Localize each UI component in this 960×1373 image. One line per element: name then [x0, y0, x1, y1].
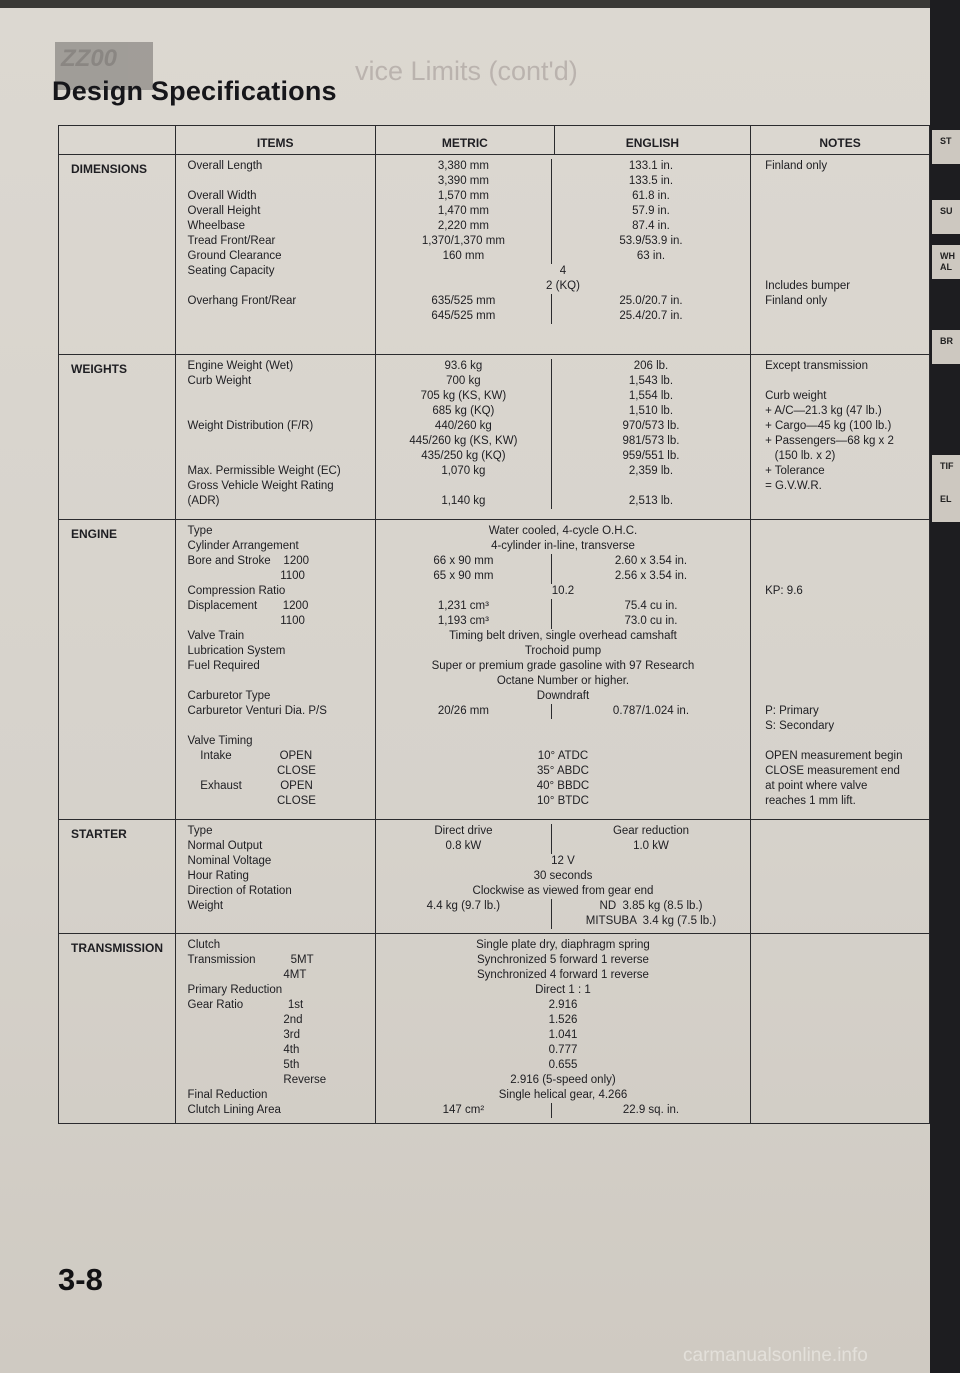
item-label: Direction of Rotation: [187, 885, 292, 897]
english-value: 1,554 lb.: [628, 390, 674, 402]
shared-value: 2.916 (5-speed only): [510, 1074, 616, 1086]
item-label: Max. Permissible Weight (EC): [187, 465, 341, 477]
item-label: [188, 434, 369, 449]
item-label: Lubrication System: [187, 645, 286, 657]
items-cell: [175, 934, 375, 1124]
metric-value: 1,370/1,370 mm: [376, 234, 552, 249]
english-value: 2.56 x 3.54 in.: [614, 570, 688, 582]
item-label: [188, 389, 369, 404]
metric-value: 635/525 mm: [376, 294, 552, 309]
english-value: 63 in.: [636, 250, 666, 262]
item-label: Final Reduction: [187, 1089, 268, 1101]
note-line: [765, 219, 923, 234]
english-value: 61.8 in.: [632, 190, 670, 202]
note-line: [765, 629, 923, 644]
english-value: MITSUBA 3.4 kg (7.5 lb.): [585, 915, 717, 927]
item-label: Transmission 5MT: [187, 954, 314, 966]
note-line: [765, 234, 923, 249]
metric-value: 1,140 kg: [376, 494, 552, 509]
note-line: Curb weight: [765, 390, 827, 402]
page-title: Design Specifications: [52, 76, 337, 106]
shared-value: 1.041: [548, 1029, 578, 1041]
shared-value: Single helical gear, 4.266: [498, 1089, 628, 1101]
metric-value: 93.6 kg: [376, 359, 552, 374]
shared-value: 35° ABDC: [537, 765, 589, 777]
metric-value: 435/250 kg (KQ): [376, 449, 552, 464]
item-label: Intake OPEN: [187, 750, 313, 762]
category-cell: STARTER: [59, 820, 176, 934]
note-line: [765, 554, 923, 569]
english-value: 25.4/20.7 in.: [619, 310, 683, 322]
item-label: Curb Weight: [187, 375, 252, 387]
metric-value: 645/525 mm: [376, 309, 552, 324]
header-english: ENGLISH: [554, 126, 750, 155]
item-label: Type: [187, 825, 213, 837]
section-tab[interactable]: WH AL: [932, 245, 960, 279]
header-blank: [59, 126, 176, 155]
shared-value: 12 V: [551, 855, 575, 867]
english-value: 57.9 in.: [632, 205, 670, 217]
metric-value: 445/260 kg (KS, KW): [376, 434, 552, 449]
notes-cell: [751, 934, 930, 1124]
item-label: Valve Train: [187, 630, 245, 642]
metric-value: 3,390 mm: [376, 174, 552, 189]
item-label: Normal Output: [187, 840, 263, 852]
item-label: Seating Capacity: [187, 265, 275, 277]
metric-value: 700 kg: [376, 374, 552, 389]
values-cell: [375, 355, 750, 520]
shared-value: [376, 734, 750, 749]
note-line: [765, 374, 923, 389]
metric-value: 0.8 kW: [376, 839, 552, 854]
english-value: 133.1 in.: [628, 160, 674, 172]
item-label: Gear Ratio 1st: [187, 999, 304, 1011]
metric-value: 1,193 cm³: [376, 614, 552, 629]
table-row: [59, 355, 930, 520]
items-cell: [175, 520, 375, 820]
note-line: [765, 189, 923, 204]
shared-value: 1.526: [548, 1014, 578, 1026]
note-line: [765, 264, 923, 279]
shared-value: Synchronized 4 forward 1 reverse: [477, 969, 649, 981]
shared-value: Timing belt driven, single overhead camshaft: [449, 630, 677, 642]
note-line: [765, 644, 923, 659]
shared-value: Octane Number or higher.: [496, 675, 630, 687]
values-cell: [375, 934, 750, 1124]
item-label: CLOSE: [187, 765, 316, 777]
metric-value: 4.4 kg (9.7 lb.): [376, 899, 552, 914]
english-value: 25.0/20.7 in.: [619, 295, 683, 307]
metric-value: 1,470 mm: [376, 204, 552, 219]
english-value: 53.9/53.9 in.: [619, 235, 683, 247]
table-row: [59, 155, 930, 355]
shared-value: Single plate dry, diaphragm spring: [476, 939, 650, 951]
shared-value: 4-cylinder in-line, transverse: [491, 540, 635, 552]
item-label: Ground Clearance: [187, 250, 282, 262]
note-line: Includes bumper: [765, 280, 851, 292]
shared-value: 10° ATDC: [537, 750, 589, 762]
category-cell: TRANSMISSION: [59, 934, 176, 1124]
note-line: S: Secondary: [765, 720, 835, 732]
item-label: Carburetor Type: [187, 690, 271, 702]
item-label: Clutch: [187, 939, 221, 951]
shared-value: 10.2: [551, 585, 575, 597]
shared-value: Trochoid pump: [524, 645, 602, 657]
section-tab[interactable]: BR: [932, 330, 960, 364]
item-label: Nominal Voltage: [187, 855, 272, 867]
category-cell: WEIGHTS: [59, 355, 176, 520]
item-label: Cylinder Arrangement: [187, 540, 299, 552]
metric-value: 1,070 kg: [376, 464, 552, 479]
item-label: Type: [187, 525, 213, 537]
item-label: 4th: [187, 1044, 300, 1056]
note-line: [765, 674, 923, 689]
note-line: [765, 599, 923, 614]
table-header-row: [59, 126, 930, 155]
note-line: + Passengers—68 kg x 2: [765, 435, 894, 447]
bleed-through-text: vice Limits (cont'd): [355, 56, 578, 86]
item-label: Displacement 1200: [187, 600, 309, 612]
note-line: CLOSE measurement end: [765, 765, 900, 777]
shared-value: 30 seconds: [533, 870, 593, 882]
english-value: 959/551 lb.: [622, 450, 680, 462]
section-tab[interactable]: ST: [932, 130, 960, 164]
note-line: OPEN measurement begin: [765, 750, 903, 762]
values-cell: [375, 155, 750, 355]
note-line: [765, 614, 923, 629]
shared-value: Clockwise as viewed from gear end: [472, 885, 654, 897]
note-line: [765, 569, 923, 584]
section-logo: ZZ00: [55, 42, 153, 90]
note-line: at point where valve: [765, 780, 868, 792]
metric-value: 147 cm²: [376, 1103, 552, 1118]
english-value: 981/573 lb.: [622, 435, 680, 447]
section-tab[interactable]: SU: [932, 200, 960, 234]
shared-value: Downdraft: [536, 690, 590, 702]
notes-cell: [751, 155, 930, 355]
english-value: 133.5 in.: [628, 175, 674, 187]
page-number: 3-8: [58, 1262, 103, 1297]
item-label: Reverse: [187, 1074, 327, 1086]
item-label: 1100: [187, 615, 305, 627]
shared-value: Synchronized 5 forward 1 reverse: [477, 954, 649, 966]
values-cell: [375, 820, 750, 934]
note-line: [765, 689, 923, 704]
shared-value: 10° BTDC: [537, 795, 589, 807]
english-value: 1,510 lb.: [628, 405, 674, 417]
table-row: [59, 820, 930, 934]
english-value: 2,513 lb.: [628, 495, 674, 507]
table-row: [59, 934, 930, 1124]
note-line: + Cargo—45 kg (100 lb.): [765, 420, 892, 432]
note-line: (150 lb. x 2): [765, 450, 836, 462]
item-label: 1100: [187, 570, 305, 582]
shared-value: 0.655: [548, 1059, 578, 1071]
note-line: [765, 734, 923, 749]
item-label: Exhaust OPEN: [187, 780, 313, 792]
item-label: 5th: [187, 1059, 300, 1071]
category-cell: DIMENSIONS: [59, 155, 176, 355]
english-value: 87.4 in.: [632, 220, 670, 232]
metric-value: 2,220 mm: [376, 219, 552, 234]
english-value: 970/573 lb.: [622, 420, 680, 432]
header-metric: METRIC: [375, 126, 554, 155]
note-line: Finland only: [765, 295, 828, 307]
english-value: 73.0 cu in.: [624, 615, 678, 627]
category-cell: ENGINE: [59, 520, 176, 820]
item-label: Clutch Lining Area: [187, 1104, 281, 1116]
item-label: Overall Height: [187, 205, 261, 217]
metric-value: 705 kg (KS, KW): [376, 389, 552, 404]
note-line: P: Primary: [765, 705, 819, 717]
note-line: [765, 204, 923, 219]
note-line: = G.V.W.R.: [765, 480, 822, 492]
note-line: [765, 539, 923, 554]
shared-value: 40° BBDC: [536, 780, 590, 792]
item-label: Weight: [187, 900, 224, 912]
item-label: (ADR): [187, 495, 220, 507]
item-label: [188, 449, 369, 464]
shared-value: Direct 1 : 1: [535, 984, 591, 996]
items-cell: [175, 155, 375, 355]
item-label: Bore and Stroke 1200: [187, 555, 309, 567]
item-label: Engine Weight (Wet): [187, 360, 294, 372]
note-line: Except transmission: [765, 360, 868, 372]
item-label: Weight Distribution (F/R): [187, 420, 314, 432]
item-label: Valve Timing: [187, 735, 253, 747]
spec-table: [58, 125, 930, 1124]
items-cell: [175, 355, 375, 520]
item-label: Fuel Required: [187, 660, 260, 672]
item-label: Primary Reduction: [187, 984, 283, 996]
shared-value: 2.916: [548, 999, 578, 1011]
notes-cell: [751, 520, 930, 820]
item-label: Overall Length: [187, 160, 263, 172]
notes-cell: [751, 820, 930, 934]
note-line: [765, 524, 923, 539]
item-label: Hour Rating: [187, 870, 249, 882]
items-cell: [175, 820, 375, 934]
item-label: 2nd: [187, 1014, 303, 1026]
english-value: ND 3.85 kg (8.5 lb.): [599, 900, 703, 912]
note-line: Finland only: [765, 160, 828, 172]
item-label: Gross Vehicle Weight Rating: [187, 480, 334, 492]
note-line: + Tolerance: [765, 465, 825, 477]
metric-value: 65 x 90 mm: [376, 569, 552, 584]
notes-cell: [751, 355, 930, 520]
shared-value: 0.777: [548, 1044, 578, 1056]
metric-value: [376, 914, 552, 929]
item-label: Wheelbase: [187, 220, 246, 232]
english-value: 2.60 x 3.54 in.: [614, 555, 688, 567]
header-notes: NOTES: [751, 126, 930, 155]
item-label: 4MT: [187, 969, 307, 981]
metric-value: [376, 479, 552, 494]
note-line: [765, 249, 923, 264]
english-value: 22.9 sq. in.: [622, 1104, 680, 1116]
english-value: 0.787/1.024 in.: [612, 705, 690, 717]
shared-value: 2 (KQ): [546, 280, 580, 292]
english-value: 206 lb.: [633, 360, 669, 372]
item-label: Compression Ratio: [187, 585, 286, 597]
item-label: [188, 279, 369, 294]
english-value: 1.0 kW: [633, 840, 669, 852]
item-label: [188, 404, 369, 419]
table-row: [59, 520, 930, 820]
note-line: + A/C—21.3 kg (47 lb.): [765, 405, 882, 417]
note-line: [765, 174, 923, 189]
english-value: 2,359 lb.: [628, 465, 674, 477]
note-line: KP: 9.6: [765, 585, 803, 597]
metric-value: 440/260 kg: [376, 419, 552, 434]
english-value: [552, 479, 750, 494]
item-label: [188, 719, 369, 734]
english-value: 75.4 cu in.: [624, 600, 678, 612]
metric-value: 66 x 90 mm: [376, 554, 552, 569]
item-label: Tread Front/Rear: [187, 235, 276, 247]
metric-value: 1,570 mm: [376, 189, 552, 204]
english-value: 1,543 lb.: [628, 375, 674, 387]
top-edge: [0, 0, 930, 8]
note-line: reaches 1 mm lift.: [765, 795, 856, 807]
watermark: carmanualsonline.info: [683, 1345, 868, 1366]
metric-value: Direct drive: [376, 824, 552, 839]
note-line: [765, 659, 923, 674]
section-tab[interactable]: TIF: [932, 455, 960, 489]
values-cell: [375, 520, 750, 820]
item-label: CLOSE: [187, 795, 316, 807]
item-label: 3rd: [187, 1029, 301, 1041]
item-label: Overhang Front/Rear: [187, 295, 297, 307]
item-label: [188, 174, 369, 189]
item-label: Overall Width: [187, 190, 257, 202]
shared-value: [376, 719, 750, 734]
metric-value: 685 kg (KQ): [376, 404, 552, 419]
header-items: ITEMS: [175, 126, 375, 155]
metric-value: 20/26 mm: [376, 704, 552, 719]
english-value: Gear reduction: [612, 825, 690, 837]
item-label: Carburetor Venturi Dia. P/S: [187, 705, 327, 717]
shared-value: Super or premium grade gasoline with 97 Research: [431, 660, 695, 672]
metric-value: 1,231 cm³: [376, 599, 552, 614]
shared-value: Water cooled, 4-cycle O.H.C.: [488, 525, 638, 537]
metric-value: 160 mm: [376, 249, 552, 264]
item-label: [188, 674, 369, 689]
section-tab[interactable]: EL: [932, 488, 960, 522]
metric-value: 3,380 mm: [376, 159, 552, 174]
shared-value: 4: [559, 265, 567, 277]
